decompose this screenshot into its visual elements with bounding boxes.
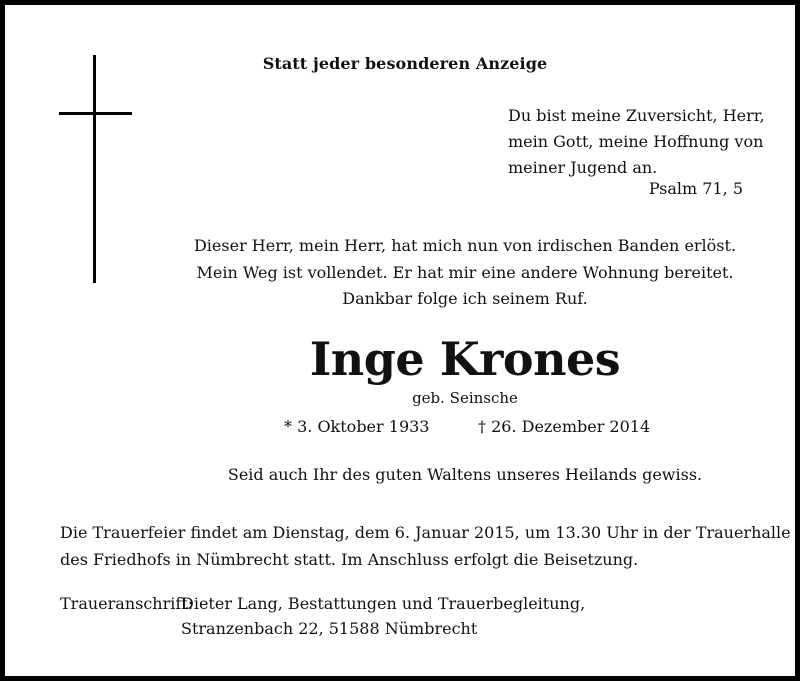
verse-reference: Psalm 71, 5 [648,179,743,198]
funeral-line: Die Trauerfeier findet am Dienstag, dem 6. Januar 2015, um 13.30 Uhr in der Trauerhalle [60,523,791,542]
deceased-name: Inge Krones [309,332,621,386]
poem-line: Mein Weg ist vollendet. Er hat mir eine andere Wohnung bereitet. [196,262,734,282]
funeral-line: des Friedhofs in Nümbrecht statt. Im Anschluss erfolgt die Beisetzung. [60,550,639,569]
notice-headline: Statt jeder besonderen Anzeige [262,54,548,73]
death-date: † 26. Dezember 2014 [478,417,651,436]
bible-verse [508,103,768,181]
cross-horizontal-bar [59,112,132,115]
address-line: Dieter Lang, Bestattungen und Trauerbegleitung, [181,594,586,613]
birth-name: geb. Seinsche [412,389,518,407]
verse-line: meiner Jugend an. [508,158,658,177]
birth-date: * 3. Oktober 1933 [284,417,430,436]
poem-line: Dankbar folge ich seinem Ruf. [342,289,588,308]
verse-line: Du bist meine Zuversicht, Herr, [508,106,765,125]
poem-line: Dieser Herr, mein Herr, hat mich nun von irdischen Banden erlöst. [193,236,737,255]
poem [5,233,800,313]
faith-line: Seid auch Ihr des guten Waltens unseres Heilands gewiss. [227,465,703,484]
address-label: Traueranschrift: [60,594,194,613]
funeral-info [60,519,791,573]
address-line: Stranzenbach 22, 51588 Nümbrecht [181,619,478,638]
verse-line: mein Gott, meine Hoffnung von [508,132,764,151]
